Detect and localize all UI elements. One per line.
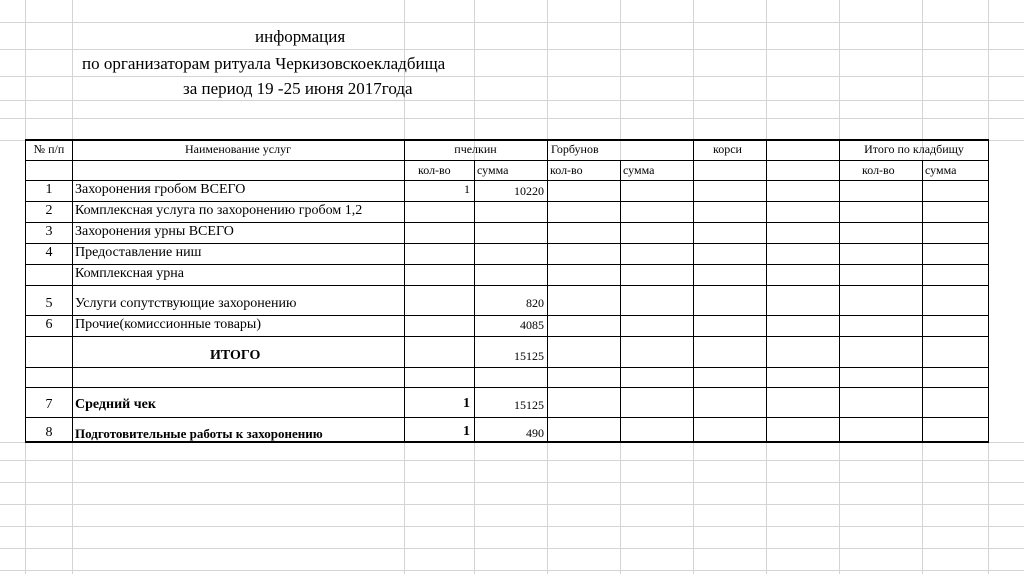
table-top-border [25,139,989,141]
subheader-qty: кол-во [862,163,895,177]
row-number: 3 [45,224,53,239]
subheader-qty: кол-во [550,163,583,177]
row-service-name: Предоставление ниш [75,245,202,260]
table-border [547,139,548,443]
row-sum: 15125 [514,398,544,412]
row-service-name: Комплексная урна [75,266,184,281]
table-border [25,336,989,337]
table-border [922,160,923,443]
table-border [25,160,989,161]
row-service-name: Захоронения урны ВСЕГО [75,224,234,239]
header-cemetery-total: Итого по кладбищу [864,142,964,156]
total-label: ИТОГО [210,348,261,363]
table-border [620,160,621,443]
table-border [25,315,989,316]
row-sum: 10220 [514,184,544,198]
total-sum: 15125 [514,349,544,363]
row-sum: 490 [526,426,544,440]
row-number: 5 [45,296,53,311]
subheader-sum: сумма [623,163,655,177]
subheader-sum: сумма [477,163,509,177]
row-number: 6 [45,317,53,332]
row-number: 4 [45,245,53,260]
table-border [25,417,989,418]
table-border [25,180,989,181]
report-subtitle: по организаторам ритуала Черкизовскоекладбища [82,54,446,73]
row-number: 7 [45,397,53,412]
row-service-name: Прочие(комиссионные товары) [75,317,261,332]
row-number: 8 [45,425,53,440]
row-sum: 820 [526,296,544,310]
subheader-sum: сумма [925,163,957,177]
row-service-name: Услуги сопутствующие захоронению [75,296,297,311]
header-org-gorbunov: Горбунов [551,142,599,156]
row-service-name: Захоронения гробом ВСЕГО [75,182,246,197]
row-qty: 1 [463,396,470,411]
table-border [25,201,989,202]
table-border [25,285,989,286]
table-border [693,139,694,443]
header-org-pchelkin: пчелкин [454,142,497,156]
report-period: за период 19 -25 июня 2017года [183,79,413,98]
row-number: 2 [45,203,53,218]
table-border [25,367,989,368]
header-service: Наименование услуг [185,142,291,156]
row-service-name: Подготовительные работы к захоронению [75,426,323,441]
report-title: информация [255,27,346,46]
row-qty: 1 [464,182,470,196]
subheader-qty: кол-во [418,163,451,177]
row-number: 1 [45,182,53,197]
table-border [988,139,989,443]
table-border [766,139,767,443]
row-service-name: Средний чек [75,397,156,412]
table-border [25,222,989,223]
table-border [25,243,989,244]
table-border [25,387,989,388]
row-service-name: Комплексная услуга по захоронению гробом 1,2 [75,204,363,218]
table-border [25,264,989,265]
header-org-korsi: корси [713,142,742,156]
table-bottom-border [25,441,989,443]
row-qty: 1 [463,424,470,439]
header-num: № п/п [33,142,65,156]
row-sum: 4085 [520,318,544,332]
table-border [839,139,840,443]
